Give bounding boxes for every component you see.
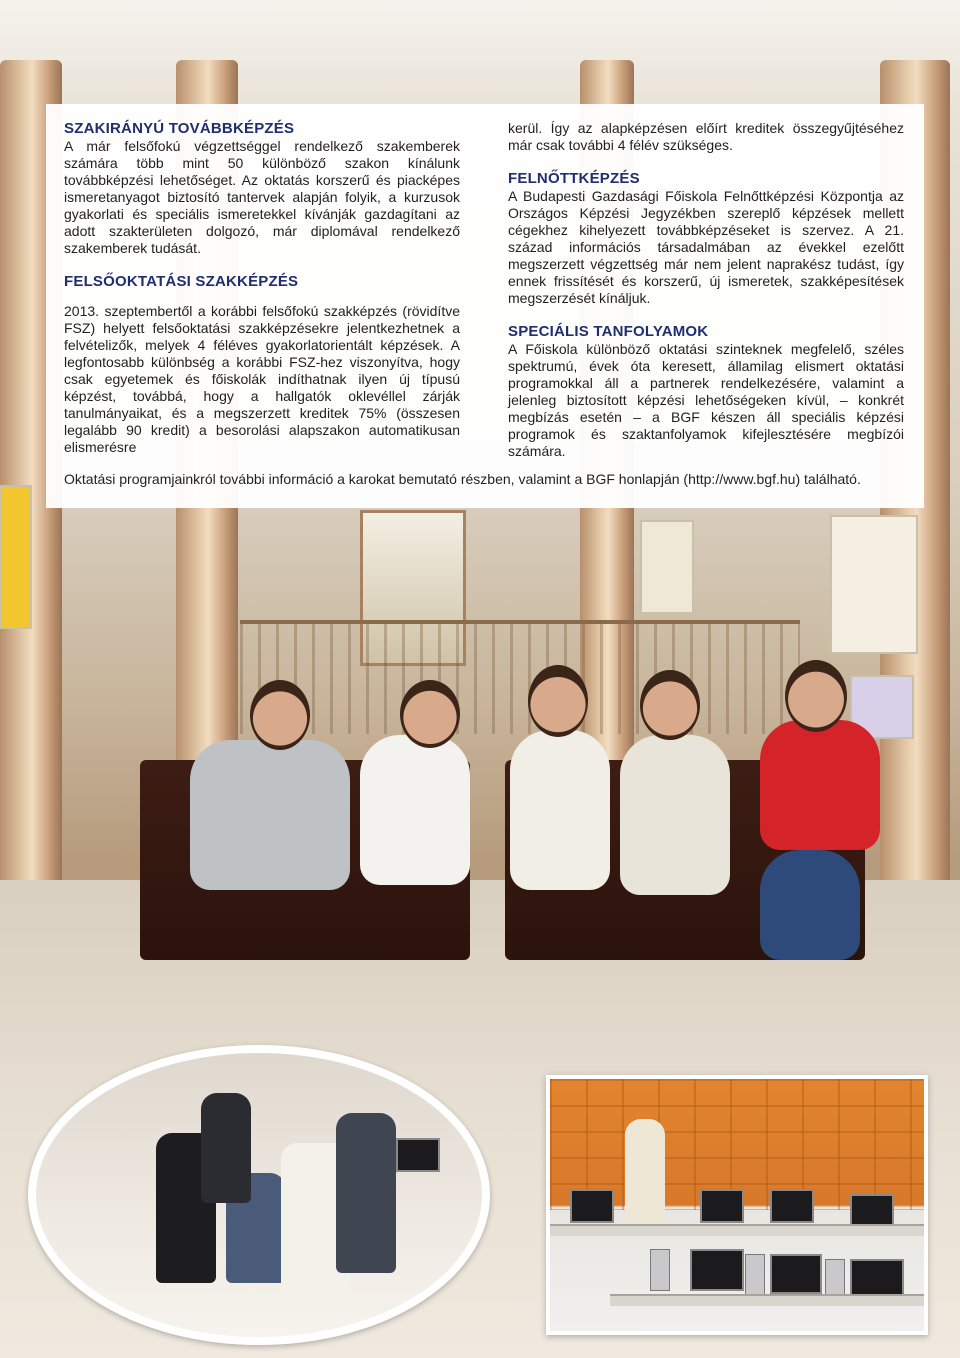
photo-pc-tower bbox=[745, 1254, 765, 1296]
student-figure bbox=[190, 740, 350, 890]
left-column bbox=[64, 120, 460, 472]
section-body: A már felsőfokú végzettséggel rendelkező szakemberek számára több mint 50 különböző szakon kínálunk továbbképzési lehetőséget. Az oktatás korszerű és piacképes ismeretanyagot biztosító tantervek alapján folyik, a kurzusok gyakorlati és speciális ismeretekkel kívánják gazdagítani az adott szakterületen dolgozó, már diplomával rendelkező szakemberek tudását. bbox=[64, 138, 460, 256]
photo-monitor bbox=[700, 1189, 744, 1223]
section-heading: SPECIÁLIS TANFOLYAMOK bbox=[508, 323, 709, 340]
text-panel bbox=[46, 104, 924, 508]
photo-person bbox=[201, 1093, 251, 1203]
wall-poster bbox=[640, 520, 694, 614]
photo-monitor bbox=[770, 1189, 814, 1223]
student-figure bbox=[760, 720, 880, 850]
student-head bbox=[640, 670, 700, 740]
student-figure bbox=[760, 850, 860, 960]
section-body-continuation: kerül. Így az alapképzésen előírt kreditek összegyűjtéséhez már csak további 4 félév szükséges. bbox=[508, 120, 904, 153]
section-body: 2013. szeptembertől a korábbi felsőfokú szakképzés (rövidítve FSZ) helyett felsőoktatási szakképzésekre jelentkezhetnek a felvételizők, melyek 4 féléves gyakorlatorientált képzések. A legfontosabb különbség a korábbi FSZ-hez viszonyítva, hogy csak egyetemek és főiskolák indíthatnak ilyen új típusú képzést, továbbá, hogy a hallgatók oklevéllel zárják tanulmányaikat, és a megszerzett kreditek 75% (összesen legalább 90 kredit) a besorolási alapszakon automatikusan elismerésre bbox=[64, 303, 460, 455]
student-head bbox=[250, 680, 310, 750]
photo-monitor bbox=[850, 1194, 894, 1228]
section-body: A Főiskola különböző oktatási szinteknek megfelelő, széles spektrumú, évek óta keresett, államilag elismert oktatási programokkal áll a partnerek rendelkezésére, valamint a jelenleg biztosított képzési lehetőségeken kívül, – konkrét megbízás esetén – a BGF készen áll speciális képzési programok és szaktanfolyamok kifejlesztésére megbízói számára. bbox=[508, 341, 904, 459]
photo-monitor bbox=[770, 1254, 822, 1294]
section-heading: FELNŐTTKÉPZÉS bbox=[508, 170, 640, 187]
photo-monitor bbox=[570, 1189, 614, 1223]
footer-info-text: Oktatási programjainkról további információ a karokat bemutató részben, valamint a BGF honlapján (http://www.bgf.hu) található. bbox=[64, 471, 861, 487]
photo-person bbox=[625, 1119, 665, 1229]
photo-monitor bbox=[690, 1249, 744, 1291]
section-heading: FELSŐOKTATÁSI SZAKKÉPZÉS bbox=[64, 273, 299, 290]
computer-lab-photo bbox=[546, 1075, 928, 1335]
section-body: A Budapesti Gazdasági Főiskola Felnőttképzési Központja az Országos Képzési Jegyzékben szereplő képzések mellett cégekhez kihelyezett továbbképzéseket is szervez. A 21. század információs társadalmában az évekkel ezelőtt megszerzett végzettség már nem jelent naprakész tudást, így ennek frissítését és korszerű, új ismeretek, szakképesítések megszerzését kínáljuk. bbox=[508, 188, 904, 306]
student-head bbox=[785, 660, 847, 732]
student-head bbox=[528, 665, 588, 737]
photo-desk bbox=[610, 1294, 924, 1306]
photo-desk bbox=[550, 1224, 924, 1236]
photo-person bbox=[336, 1113, 396, 1273]
wall-poster bbox=[0, 485, 32, 629]
group-activity-photo bbox=[28, 1045, 490, 1345]
photo-monitor bbox=[396, 1138, 440, 1172]
photo-pc-tower bbox=[650, 1249, 670, 1291]
student-head bbox=[400, 680, 460, 748]
balcony-railing bbox=[240, 620, 800, 734]
student-figure bbox=[620, 735, 730, 895]
section-heading: SZAKIRÁNYÚ TOVÁBBKÉPZÉS bbox=[64, 120, 295, 137]
wall-poster bbox=[830, 515, 918, 654]
student-figure bbox=[510, 730, 610, 890]
student-figure bbox=[360, 735, 470, 885]
right-column bbox=[508, 120, 904, 476]
